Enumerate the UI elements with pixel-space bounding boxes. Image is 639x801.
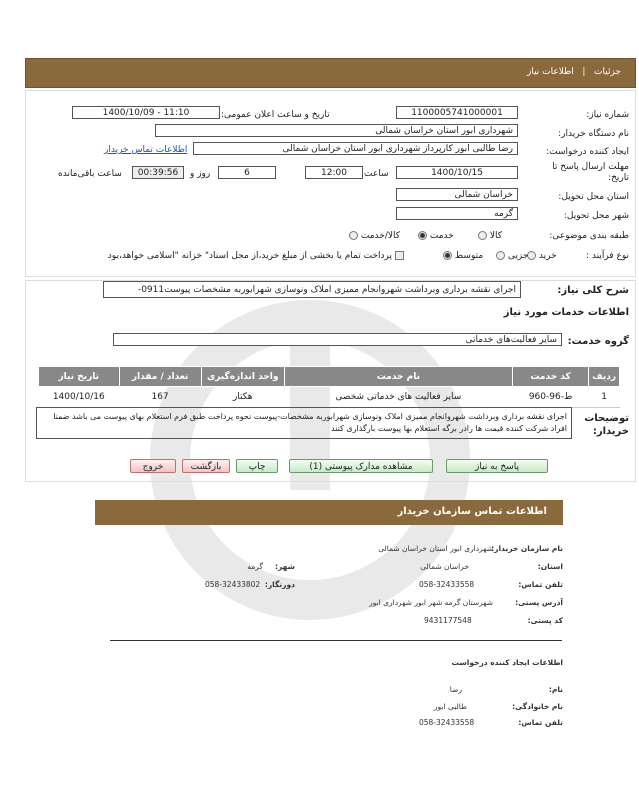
creator-phone-value: 058-32433558 — [419, 718, 475, 727]
address-value: شهرستان گرمه شهر ابور شهرداری ابور — [369, 598, 493, 607]
top-bar — [25, 58, 636, 88]
summary-field: اجرای نقشه برداری وبرداشت شهروانجام ممیزی املاک ونوسازی شهرابوربه مشخصات پیوست0911- — [103, 281, 521, 298]
group-field: سایر فعالیت‌های خدماتی — [113, 333, 562, 346]
cell-service-name: سایر فعالیت های خدماتی شخصی — [284, 387, 512, 408]
contact-section-header — [95, 500, 563, 525]
city-contact-label: شهر: — [275, 562, 295, 571]
process-medium[interactable] — [443, 251, 483, 261]
deadline-time-label: ساعت — [364, 169, 389, 179]
phone-value: 058-32433558 — [419, 580, 475, 589]
buyer-label: نام دستگاه خریدار: — [558, 129, 629, 139]
cell-row: 1 — [589, 387, 620, 408]
notes-label: توضیحات خریدار: — [584, 413, 629, 437]
breadcrumb — [527, 67, 621, 77]
cell-unit: هکتار — [201, 387, 284, 408]
back-button[interactable]: بازگشت — [182, 459, 230, 473]
province-contact-label: استان: — [537, 562, 563, 571]
th-need-date: تاریخ نیاز — [39, 367, 120, 387]
category-service-label: خدمت — [429, 231, 454, 241]
th-unit: واحد اندازه‌گیری — [201, 367, 284, 387]
category-goods-service[interactable] — [349, 231, 400, 241]
category-service[interactable] — [418, 231, 454, 241]
table-header-row — [39, 367, 620, 387]
last-name-label: نام خانوادگی: — [512, 702, 563, 711]
phone-label: تلفن تماس: — [518, 580, 563, 589]
process-label: نوع فرآیند : — [586, 251, 629, 261]
days-label: روز و — [190, 169, 211, 179]
city-label: شهر محل تحویل: — [563, 211, 629, 221]
radio-partial[interactable] — [496, 251, 505, 260]
exit-button[interactable]: خروج — [130, 459, 176, 473]
remaining-label: ساعت باقی‌مانده — [58, 169, 122, 179]
category-goods-service-label: کالا/خدمت — [360, 231, 401, 241]
address-label: آدرس پستی: — [515, 598, 563, 607]
cell-service-code: ط-96-960 — [512, 387, 588, 408]
fax-label: دورنگار: — [264, 580, 295, 589]
buyer-field: شهرداری ابور استان خراسان شمالی — [155, 124, 518, 137]
province-field: خراسان شمالی — [396, 188, 518, 201]
breadcrumb-separator: | — [582, 67, 586, 77]
city-field: گرمه — [396, 207, 518, 220]
th-quantity: تعداد / مقدار — [119, 367, 201, 387]
first-name-label: نام: — [548, 685, 563, 694]
org-name-value: شهرداری ابور استان خراسان شمالی — [378, 544, 493, 553]
org-name-label: نام سازمان خریدار: — [491, 544, 563, 553]
last-name-value: طالبی ابور — [433, 702, 467, 711]
process-buy[interactable] — [527, 251, 557, 261]
th-service-name: نام خدمت — [284, 367, 512, 387]
process-partial[interactable] — [496, 251, 528, 261]
summary-label: شرح کلی نیاز: — [557, 285, 629, 296]
category-goods-label: کالا — [489, 231, 503, 241]
notes-field: اجرای نقشه برداری وبرداشت شهروانجام ممیزی املاک ونوسازی شهرابوربه مشخصات-پیوست نحوه پرداخت طبق فرم استعلام بهای پیوست می باشد ضمنا افراد شرکت کننده قیمت ها رادر برگه استعلام بها پیوست بارگذاری کنند — [36, 407, 572, 439]
radio-goods-service[interactable] — [349, 231, 358, 240]
buyer-contact-link[interactable]: اطلاعات تماس خریدار — [104, 145, 188, 155]
reply-button[interactable]: پاسخ به نیاز — [446, 459, 548, 473]
creator-label: ایجاد کننده درخواست: — [546, 147, 629, 157]
payment-checkbox[interactable] — [395, 251, 404, 260]
need-number-label: شماره نیاز: — [586, 110, 629, 120]
process-partial-label: جزیی — [507, 251, 529, 261]
table-row — [39, 387, 620, 408]
cell-need-date: 1400/10/16 — [39, 387, 120, 408]
postal-label: کد پستی: — [527, 616, 563, 625]
first-name-value: رضا — [449, 685, 462, 694]
payment-note: پرداخت تمام یا بخشی از مبلغ خرید،از محل اسناد" خزانه "اسلامی خواهد،بود — [107, 251, 392, 261]
cell-quantity: 167 — [119, 387, 201, 408]
category-goods[interactable] — [478, 231, 502, 241]
announce-field: 1400/10/09 - 11:10 — [72, 106, 220, 119]
contact-divider — [110, 640, 562, 641]
postal-value: 9431177548 — [424, 616, 472, 625]
group-label: گروه خدمت: — [567, 336, 629, 347]
category-label: طبقه بندی موضوعی: — [549, 231, 629, 241]
creator-phone-label: تلفن تماس: — [518, 718, 563, 727]
th-service-code: کد خدمت — [512, 367, 588, 387]
deadline-time-field: 12:00 — [305, 166, 363, 179]
process-buy-label: خرید — [538, 251, 557, 261]
attachments-button[interactable]: مشاهده مدارک پیوستی (1) — [289, 459, 433, 473]
days-field: 6 — [218, 166, 276, 179]
remaining-time-field: 00:39:56 — [132, 166, 184, 179]
deadline-date-field: 1400/10/15 — [396, 166, 518, 179]
deadline-label: مهلت ارسال پاسخ تا تاریخ: — [552, 162, 629, 183]
radio-service[interactable] — [418, 231, 427, 240]
province-label: استان محل تحویل: — [558, 192, 629, 202]
radio-goods[interactable] — [478, 231, 487, 240]
th-row: ردیف — [589, 367, 620, 387]
tab-details[interactable]: جزئیات — [594, 67, 621, 77]
tab-need-info[interactable]: اطلاعات نیاز — [527, 67, 574, 77]
radio-medium[interactable] — [443, 251, 452, 260]
contact-section-title: اطلاعات تماس سازمان خریدار — [397, 506, 547, 517]
services-table — [38, 366, 620, 408]
fax-value: 058-32433802 — [205, 580, 261, 589]
services-title: اطلاعات خدمات مورد نیاز — [503, 307, 629, 318]
need-number-field: 1100005741000001 — [396, 106, 518, 119]
process-medium-label: متوسط — [454, 251, 484, 261]
creator-section-title: اطلاعات ایجاد کننده درخواست — [451, 658, 563, 667]
print-button[interactable]: چاپ — [236, 459, 278, 473]
creator-field: رضا طالبی ابور کارپرداز شهرداری ابور استان خراسان شمالی — [193, 142, 518, 155]
announce-label: تاریخ و ساعت اعلان عمومی: — [221, 110, 330, 120]
province-contact-value: خراسان شمالی — [420, 562, 469, 571]
city-contact-value: گرمه — [247, 562, 263, 571]
